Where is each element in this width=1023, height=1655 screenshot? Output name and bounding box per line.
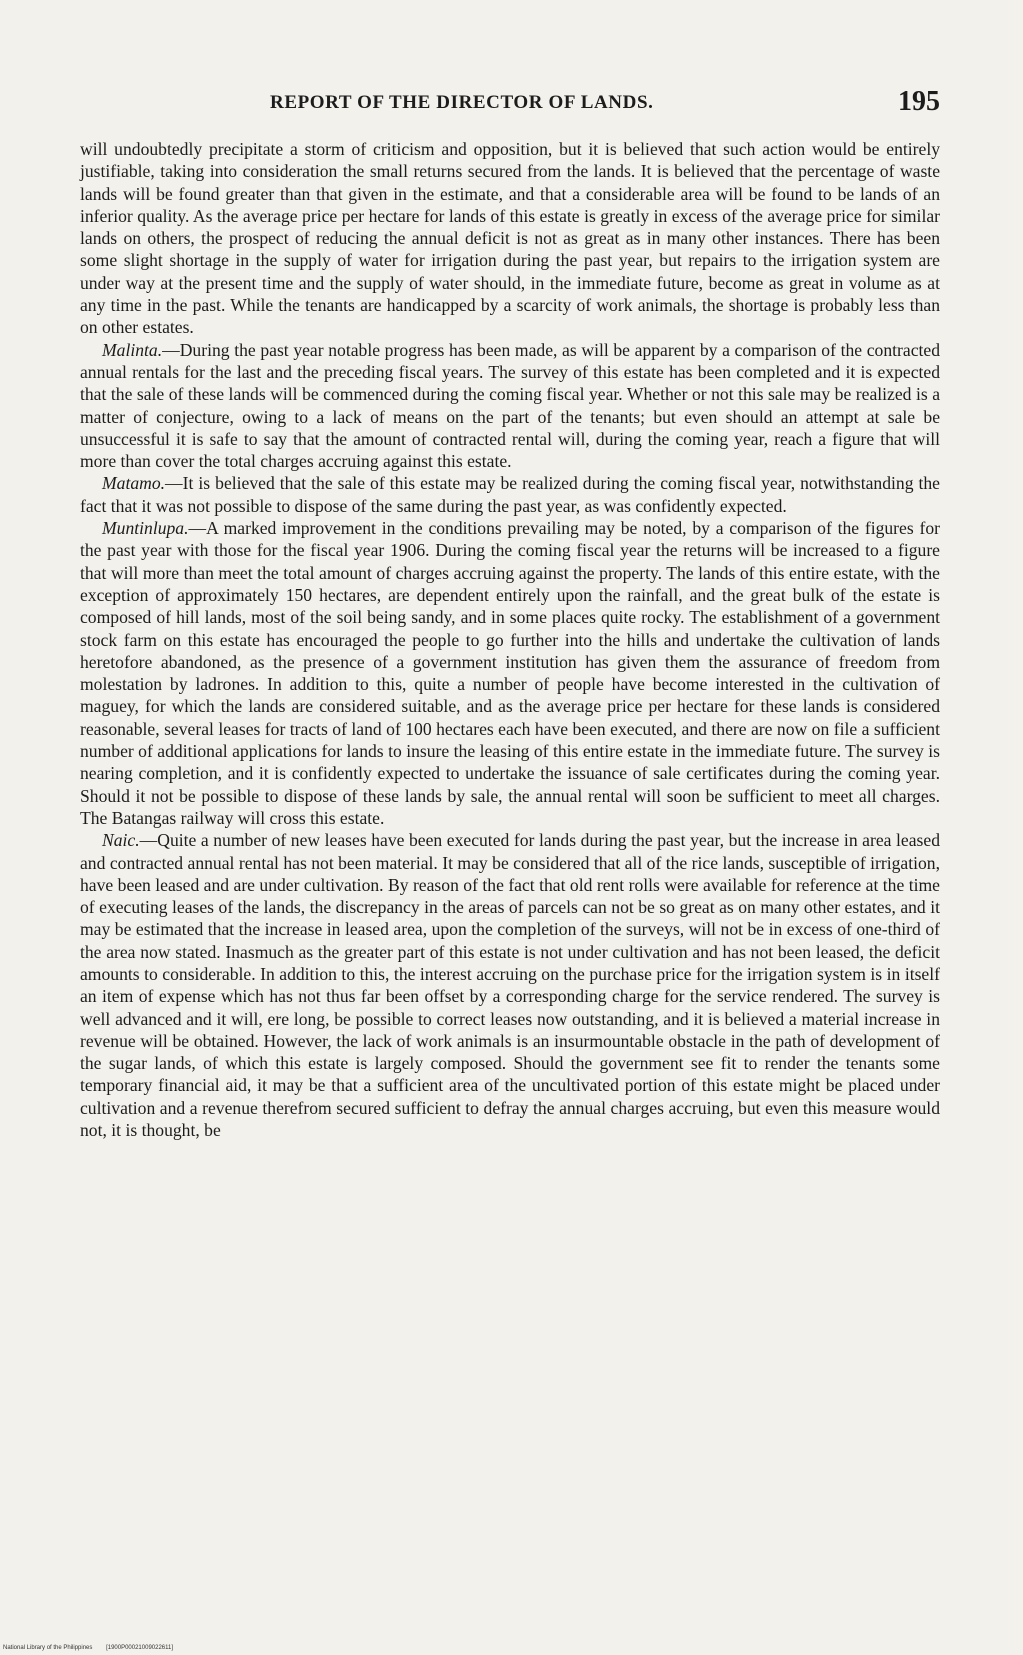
digitization-footer	[3, 1645, 173, 1651]
footer-reference: [1900P00021009022611]	[106, 1645, 174, 1651]
paragraph-text: —It is believed that the sale of this estate may be realized during the coming fiscal year, notwithstanding the fact that it was not possible to dispose of the same during the past year, as was confidently expected.	[80, 473, 940, 516]
body-text	[80, 138, 940, 1618]
page-number: 195	[898, 86, 940, 117]
paragraph-matamo	[80, 472, 940, 517]
page-header	[80, 86, 940, 126]
paragraph-malinta	[80, 339, 940, 473]
section-name-muntinlupa: Muntinlupa.	[102, 518, 189, 539]
paragraph-text: —A marked improvement in the conditions prevailing may be noted, by a comparison of the figures for the past year with those for the fiscal year 1906. During the coming fiscal year the returns will be increased to a figure that will more than meet the total amount of charges accruing against the property. The lands of this entire estate, with the exception of approximately 150 hectares, are dependent entirely upon the rainfall, and the great bulk of the estate is composed of hill lands, most of the soil being sandy, and in some places quite rocky. The establishment of a government stock farm on this estate has encouraged the people to go further into the hills and undertake the cultivation of lands heretofore abandoned, as the presence of a government institution has given them the assurance of freedom from molestation by ladrones. In addition to this, quite a number of people have become interested in the cultivation of maguey, for which the lands are considered suitable, and as the average price per hectare for these lands is considered reasonable, several leases for tracts of land of 100 hectares each have been executed, and there are now on file a sufficient number of additional applications for lands to insure the leasing of this entire estate in the immediate future. The survey is nearing completion, and it is confidently expected to undertake the issuance of sale certificates during the coming year. Should it not be possible to dispose of these lands by sale, the annual rental will soon be sufficient to meet all charges. The Batangas railway will cross this estate.	[80, 518, 940, 828]
paragraph-muntinlupa	[80, 517, 940, 829]
paragraph-text: —Quite a number of new leases have been executed for lands during the past year, but the increase in area leased and contracted annual rental has not been material. It may be considered that all of the rice lands, susceptible of irrigation, have been leased and are under cultivation. By reason of the fact that old rent rolls were available for reference at the time of executing leases of the lands, the discrepancy in the areas of parcels can not be so great as on many other estates, and it may be estimated that the increase in leased area, upon the completion of the surveys, will not be in excess of one-third of the area now stated. Inasmuch as the greater part of this estate is not under cultivation and has not been leased, the deficit amounts to considerable. In addition to this, the interest accruing on the purchase price for the irrigation system is in itself an item of expense which has not thus far been offset by a corresponding charge for the service rendered. The survey is well advanced and it will, ere long, be possible to correct leases now outstanding, and it is believed a material increase in revenue will be obtained. However, the lack of work animals is an insurmountable obstacle in the path of development of the sugar lands, of which this estate is largely composed. Should the government see fit to render the tenants some temporary financial aid, it may be that a sufficient area of the uncultivated portion of this estate might be placed under cultivation and a revenue therefrom secured sufficient to defray the annual charges accruing, but even this measure would not, it is thought, be	[80, 830, 940, 1141]
section-name-matamo: Matamo.	[102, 473, 166, 494]
paragraph-naic	[80, 829, 940, 1141]
section-name-malinta: Malinta.	[102, 339, 163, 360]
footer-library: National Library of the Philippines	[3, 1645, 93, 1651]
section-name-naic: Naic.	[102, 830, 140, 851]
paragraph-text: will undoubtedly precipitate a storm of criticism and opposition, but it is believed that such action would be entirely justifiable, taking into consideration the small returns secured from the lands. It is believed that the percentage of waste lands will be found greater than that given in the estimate, and that a considerable area will be found to be lands of an inferior quality. As the average price per hectare for lands of this estate is greatly in excess of the average price for similar lands on others, the prospect of reducing the annual deficit is not as great as in many other instances. There has been some slight shortage in the supply of water for irrigation during the past year, but repairs to the irrigation system are under way at the present time and the supply of water should, in the immediate future, become as great in volume as at any time in the past. While the tenants are handicapped by a scarcity of work animals, the shortage is probably less than on other estates.	[80, 139, 940, 338]
running-title: REPORT OF THE DIRECTOR OF LANDS.	[270, 92, 654, 113]
paragraph-continuation	[80, 138, 940, 339]
paragraph-text: —During the past year notable progress has been made, as will be apparent by a comparison of the contracted annual rentals for the last and the preceding fiscal years. The survey of this estate has been completed and it is expected that the sale of these lands will be commenced during the coming fiscal year. Whether or not this sale may be realized is a matter of conjecture, owing to a lack of means on the part of the tenants; but even should an attempt at sale be unsuccessful it is safe to say that the amount of contracted rental will, during the coming year, reach a figure that will more than cover the total charges accruing against this estate.	[80, 339, 940, 472]
